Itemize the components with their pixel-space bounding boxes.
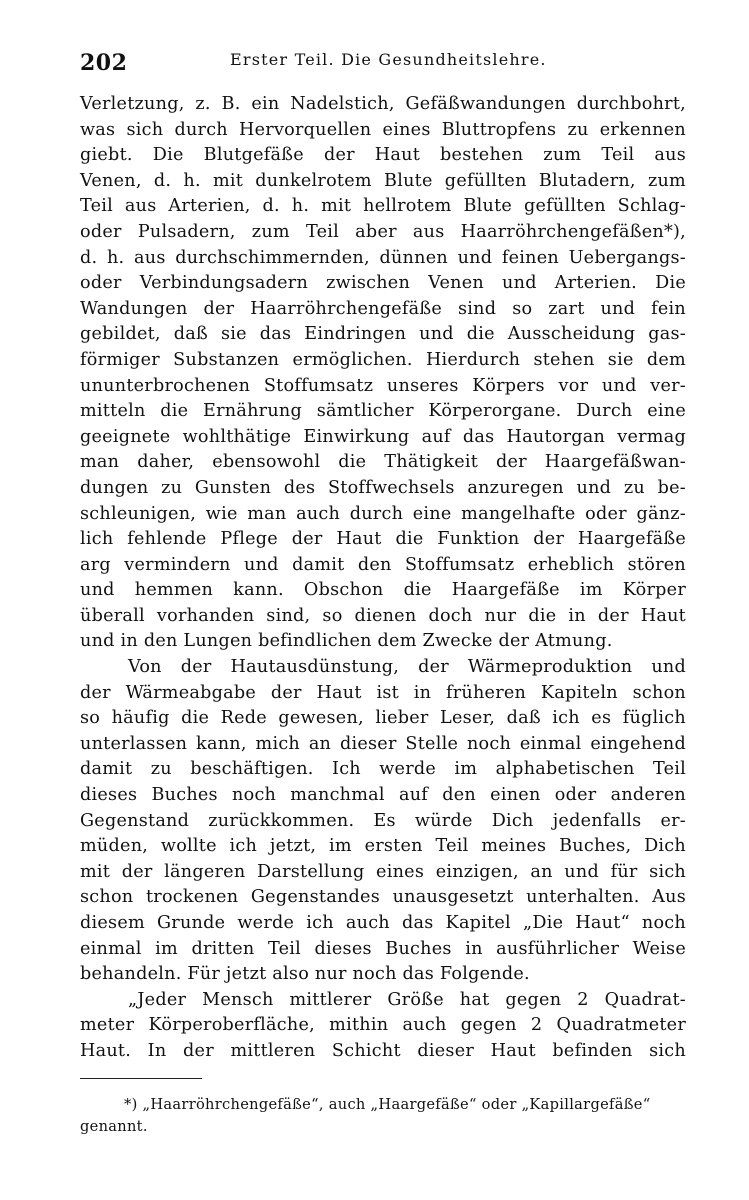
- text-line: oder Verbindungsadern zwischen Venen und Arterien. Die: [80, 273, 686, 294]
- text-line: „Jeder Mensch mittlerer Größe hat gegen 2 Quadrat-: [128, 989, 686, 1010]
- text-line: überall vorhanden sind, so dienen doch nur die in der Haut: [80, 605, 686, 626]
- text-line: dieses Buches noch manchmal auf den einen oder anderen: [80, 785, 686, 806]
- text-line: und in den Lungen befindlichen dem Zwecke der Atmung.: [80, 631, 613, 652]
- footnote-line: *) „Haarröhrchengefäße“, auch „Haargefäße“ oder „Kapillargefäße“: [124, 1096, 651, 1113]
- text-line: giebt. Die Blutgefäße der Haut bestehen zum Teil aus: [80, 145, 686, 166]
- text-line: Haut. In der mittleren Schicht dieser Haut befinden sich: [80, 1040, 686, 1061]
- text-line: und hemmen kann. Obschon die Haargefäße im Körper: [80, 580, 686, 601]
- text-line: Teil aus Arterien, d. h. mit hellrotem Blute gefüllten Schlag-: [80, 196, 686, 217]
- text-line: mitteln die Ernährung sämtlicher Körperorgane. Durch eine: [80, 401, 686, 422]
- text-line: d. h. aus durchschimmernden, dünnen und feinen Uebergangs-: [80, 247, 686, 268]
- running-head: Erster Teil. Die Gesundheitslehre.: [230, 50, 547, 69]
- text-line: geeignete wohlthätige Einwirkung auf das Hautorgan vermag: [80, 426, 686, 447]
- text-line: müden, wollte ich jetzt, im ersten Teil meines Buches, Dich: [80, 836, 686, 857]
- text-line: dungen zu Gunsten des Stoffwechsels anzuregen und zu be-: [80, 477, 686, 498]
- page-header: [80, 50, 690, 84]
- text-line: unterlassen kann, mich an dieser Stelle noch einmal eingehend: [80, 733, 686, 754]
- text-line: man daher, ebensowohl die Thätigkeit der Haargefäßwan-: [80, 452, 686, 473]
- text-line: arg vermindern und damit den Stoffumsatz erheblich stören: [80, 554, 686, 575]
- text-line: gebildet, daß sie das Eindringen und die Ausscheidung gas-: [80, 324, 686, 345]
- page-number: 202: [80, 50, 128, 76]
- text-line: mit der längeren Darstellung eines einzigen, an und für sich: [80, 861, 686, 882]
- text-line: oder Pulsadern, zum Teil aber aus Haarröhrchengefäßen*),: [80, 221, 686, 242]
- text-line: Venen, d. h. mit dunkelrotem Blute gefüllten Blutadern, zum: [80, 170, 686, 191]
- text-line: lich fehlende Pflege der Haut die Funktion der Haargefäße: [80, 529, 686, 550]
- text-line: schleunigen, wie man auch durch eine mangelhafte oder gänz-: [80, 503, 686, 524]
- footnote-line: genannt.: [80, 1118, 148, 1135]
- text-line: Von der Hautausdünstung, der Wärmeproduktion und: [128, 657, 686, 678]
- text-line: Verletzung, z. B. ein Nadelstich, Gefäßwandungen durchbohrt,: [80, 94, 686, 114]
- text-line: meter Körperoberfläche, mithin auch gegen 2 Quadratmeter: [80, 1015, 686, 1036]
- text-line: ununterbrochenen Stoffumsatz unseres Körpers vor und ver-: [80, 375, 686, 396]
- text-line: der Wärmeabgabe der Haut ist in früheren Kapiteln schon: [80, 682, 686, 703]
- text-line: einmal im dritten Teil dieses Buches in ausführlicher Weise: [80, 938, 686, 959]
- text-line: damit zu beschäftigen. Ich werde im alphabetischen Teil: [80, 759, 686, 780]
- text-line: behandeln. Für jetzt also nur noch das Folgende.: [80, 964, 530, 985]
- footnote: [80, 1094, 686, 1138]
- text-line: diesem Grunde werde ich auch das Kapitel „Die Haut“ noch: [80, 913, 686, 933]
- text-line: Gegenstand zurückkommen. Es würde Dich jedenfalls er-: [80, 810, 686, 831]
- footnote-divider: [80, 1078, 202, 1079]
- text-line: schon trockenen Gegenstandes unausgesetzt unterhalten. Aus: [80, 887, 686, 908]
- text-line: Wandungen der Haarröhrchengefäße sind so zart und fein: [80, 298, 686, 319]
- text-line: förmiger Substanzen ermöglichen. Hierdurch stehen sie dem: [80, 349, 686, 370]
- body-text: [80, 92, 686, 1065]
- text-line: so häufig die Rede gewesen, lieber Leser, daß ich es füglich: [80, 708, 686, 729]
- text-line: was sich durch Hervorquellen eines Bluttropfens zu erkennen: [80, 119, 686, 140]
